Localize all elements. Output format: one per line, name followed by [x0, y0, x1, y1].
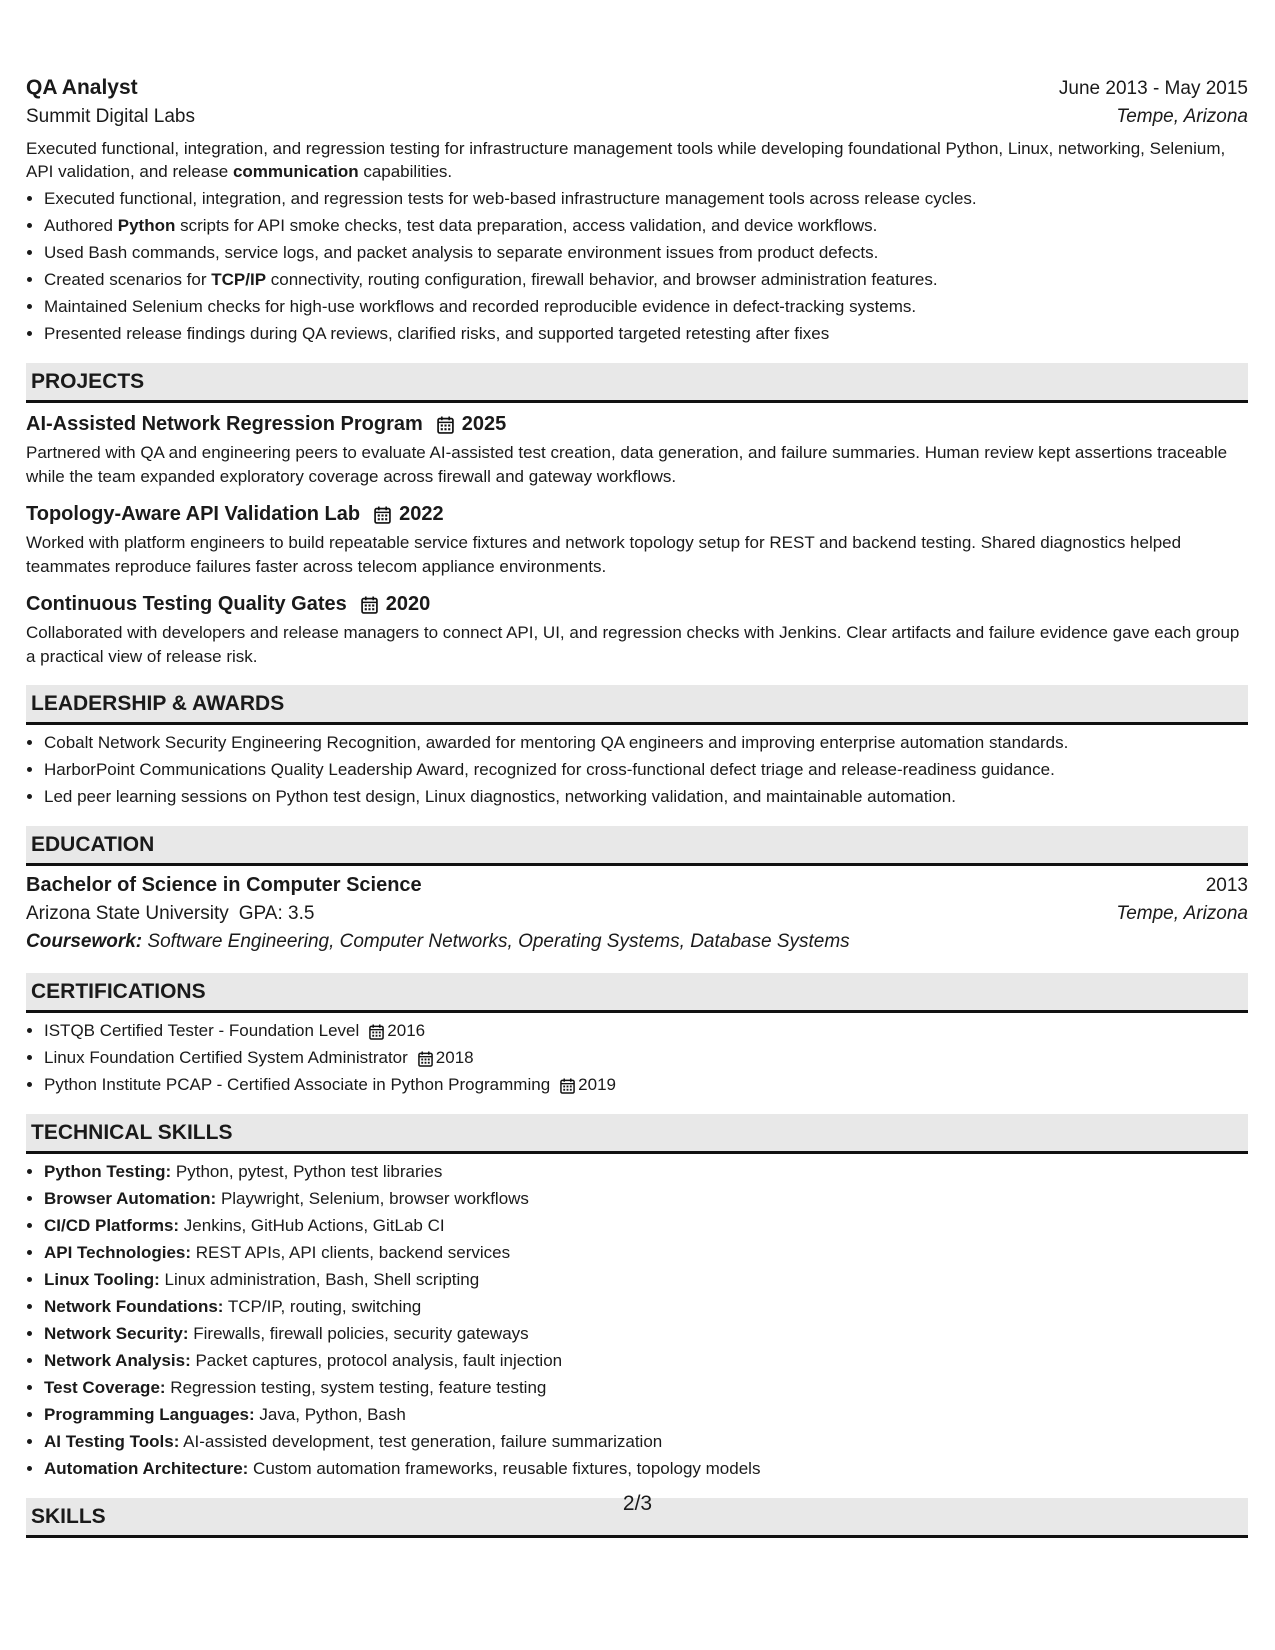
section-header-skills: SKILLS	[26, 1498, 1248, 1538]
calendar-icon	[560, 1078, 575, 1094]
skill-item: • Network Analysis: Packet captures, protocol analysis, fault injection	[44, 1347, 1248, 1374]
certification-item: • Linux Foundation Certified System Administrator 2018	[44, 1044, 1248, 1071]
resume-page	[26, 76, 1248, 1538]
school-location: Tempe, Arizona	[1116, 903, 1248, 924]
education-entry	[26, 874, 1248, 953]
project-year: 2022	[399, 503, 444, 525]
job-bullet: • Used Bash commands, service logs, and packet analysis to separate environment issues from product defects.	[44, 239, 1248, 266]
section-header-technical-skills: TECHNICAL SKILLS	[26, 1114, 1248, 1154]
job-dates: June 2013 - May 2015	[1058, 78, 1248, 99]
calendar-icon	[437, 416, 454, 434]
leadership-list	[26, 729, 1248, 810]
degree: Bachelor of Science in Computer Science	[26, 874, 422, 896]
skill-item: • Browser Automation: Playwright, Selenium, browser workflows	[44, 1185, 1248, 1212]
skill-item: • Python Testing: Python, pytest, Python test libraries	[44, 1158, 1248, 1185]
job-bullet: • Authored Python scripts for API smoke checks, test data preparation, access validation, and device workflows.	[44, 212, 1248, 239]
section-header-leadership: LEADERSHIP & AWARDS	[26, 685, 1248, 725]
skill-item: • Network Security: Firewalls, firewall policies, security gateways	[44, 1320, 1248, 1347]
job-location: Tempe, Arizona	[1116, 106, 1248, 127]
skill-item: • Programming Languages: Java, Python, Bash	[44, 1401, 1248, 1428]
project-description: Worked with platform engineers to build repeatable service fixtures and network topology setup for REST and backend testing. Shared diagnostics helped teammates reproduce failures faster across telecom appliance environments.	[26, 533, 1182, 576]
job-bullet: • Executed functional, integration, and regression tests for web-based infrastructure management tools across release cycles.	[44, 185, 1248, 212]
experience-entry	[26, 76, 1248, 347]
company-name: Summit Digital Labs	[26, 106, 195, 127]
page-number: 2/3	[622, 1492, 653, 1515]
certification-item: • ISTQB Certified Tester - Foundation Level 2016	[44, 1017, 1248, 1044]
skill-item: • Test Coverage: Regression testing, system testing, feature testing	[44, 1374, 1248, 1401]
skill-item: • Network Foundations: TCP/IP, routing, switching	[44, 1293, 1248, 1320]
skill-item: • Linux Tooling: Linux administration, Bash, Shell scripting	[44, 1266, 1248, 1293]
section-header-certifications: CERTIFICATIONS	[26, 973, 1248, 1013]
list-item: • Cobalt Network Security Engineering Recognition, awarded for mentoring QA engineers and improving enterprise automation standards.	[44, 729, 1248, 756]
project-name: AI-Assisted Network Regression Program	[26, 413, 423, 435]
gpa: GPA: 3.5	[238, 903, 315, 924]
job-summary: Executed functional, integration, and regression testing for infrastructure management tools while developing foundational Python, Linux, networking, Selenium, API validation, and release communication capabilities.	[26, 139, 1226, 181]
project-description: Collaborated with developers and release managers to connect API, UI, and regression checks with Jenkins. Clear artifacts and failure evidence gave each group a practical view of release risk.	[26, 623, 1240, 666]
list-item: • Led peer learning sessions on Python test design, Linux diagnostics, networking validation, and maintainable automation.	[44, 783, 1248, 810]
skill-item: • Automation Architecture: Custom automation frameworks, reusable fixtures, topology models	[44, 1455, 1248, 1482]
project-entry	[26, 413, 1248, 489]
project-description: Partnered with QA and engineering peers to evaluate AI-assisted test creation, data generation, and failure summaries. Human review kept assertions traceable while the team expanded exploratory coverage across firewall and gateway workflows.	[26, 443, 1228, 486]
skill-item: • API Technologies: REST APIs, API clients, backend services	[44, 1239, 1248, 1266]
calendar-icon	[374, 506, 391, 524]
project-name: Topology-Aware API Validation Lab	[26, 503, 361, 525]
school-name: Arizona State University	[26, 903, 229, 924]
skill-item: • CI/CD Platforms: Jenkins, GitHub Actions, GitLab CI	[44, 1212, 1248, 1239]
job-bullet: • Created scenarios for TCP/IP connectivity, routing configuration, firewall behavior, and browser administration features.	[44, 266, 1248, 293]
graduation-year: 2013	[1205, 875, 1248, 896]
coursework: Coursework: Software Engineering, Computer Networks, Operating Systems, Database Systems	[26, 931, 850, 952]
job-bullet: • Presented release findings during QA reviews, clarified risks, and supported targeted retesting after fixes	[44, 320, 1248, 347]
project-entry	[26, 503, 1248, 579]
job-bullet: • Maintained Selenium checks for high-use workflows and recorded reproducible evidence in defect-tracking systems.	[44, 293, 1248, 320]
certification-item: • Python Institute PCAP - Certified Associate in Python Programming 2019	[44, 1071, 1248, 1098]
calendar-icon	[361, 596, 378, 614]
calendar-icon	[369, 1024, 384, 1040]
technical-skills-list	[26, 1158, 1248, 1482]
project-name: Continuous Testing Quality Gates	[26, 593, 347, 615]
project-year: 2025	[461, 413, 507, 435]
job-title: QA Analyst	[26, 76, 138, 99]
list-item: • HarborPoint Communications Quality Leadership Award, recognized for cross-functional defect triage and release-readiness guidance.	[44, 756, 1248, 783]
certification-list	[26, 1017, 1248, 1098]
project-year: 2020	[385, 593, 431, 615]
section-header-education: EDUCATION	[26, 826, 1248, 866]
job-bullets	[26, 185, 1248, 347]
project-entry	[26, 593, 1248, 669]
skill-item: • AI Testing Tools: AI-assisted development, test generation, failure summarization	[44, 1428, 1248, 1455]
section-header-projects: PROJECTS	[26, 363, 1248, 403]
calendar-icon	[418, 1051, 433, 1067]
